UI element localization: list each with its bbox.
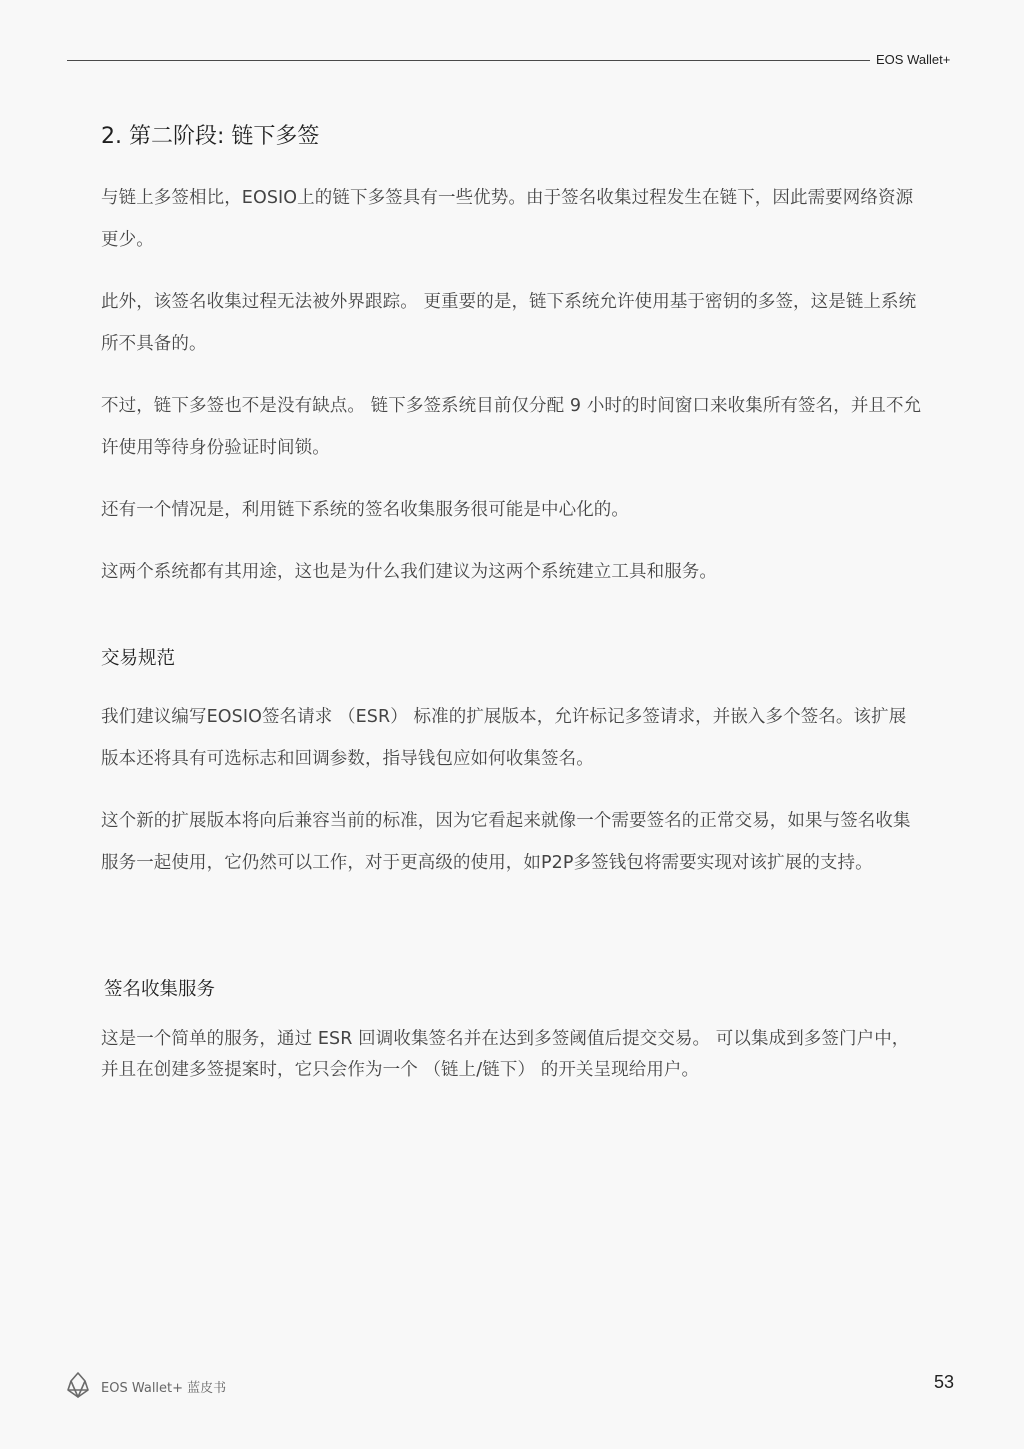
paragraph-signature-service: 这是一个简单的服务，通过 ESR 回调收集签名并在达到多签阈值后提交交易。 可以集成到多签门户中，并且在创建多签提案时，它只会作为一个 （链上/链下） 的开关呈现给用户。	[101, 1029, 910, 1080]
header-rule	[67, 60, 870, 61]
header-brand: EOS Wallet+	[876, 52, 951, 67]
page-number: 53	[934, 1372, 955, 1392]
signature-service-heading: 签名收集服务	[104, 979, 216, 1000]
paragraph-tracking: 此外，该签名收集过程无法被外界跟踪。 更重要的是，链下系统允许使用基于密钥的多签，这是链上系统所不具备的。	[101, 292, 917, 354]
section-title: 2. 第二阶段: 链下多签	[101, 124, 320, 149]
paragraph-compatibility: 这个新的扩展版本将向后兼容当前的标准，因为它看起来就像一个需要签名的正常交易，如果与签名收集服务一起使用，它仍然可以工作，对于更高级的使用，如P2P多签钱包将需要实现对该扩展的支持。	[101, 811, 911, 873]
paragraph-both-systems: 这两个系统都有其用途，这也是为什么我们建议为这两个系统建立工具和服务。	[101, 562, 717, 582]
paragraph-centralized: 还有一个情况是，利用链下系统的签名收集服务很可能是中心化的。	[101, 500, 629, 520]
eos-logo-icon	[64, 1371, 92, 1399]
footer-brand: EOS Wallet+ 蓝皮书	[101, 1381, 227, 1396]
paragraph-drawbacks: 不过，链下多签也不是没有缺点。 链下多签系统目前仅分配 9 小时的时间窗口来收集所有签名，并且不允许使用等待身份验证时间锁。	[101, 396, 922, 458]
trade-spec-heading: 交易规范	[101, 648, 176, 669]
paragraph-esr-extension: 我们建议编写EOSIO签名请求 （ESR） 标准的扩展版本，允许标记多签请求，并嵌入多个签名。该扩展版本还将具有可选标志和回调参数，指导钱包应如何收集签名。	[101, 707, 907, 769]
paragraph-advantages: 与链上多签相比，EOSIO上的链下多签具有一些优势。由于签名收集过程发生在链下，因此需要网络资源更少。	[101, 188, 914, 250]
